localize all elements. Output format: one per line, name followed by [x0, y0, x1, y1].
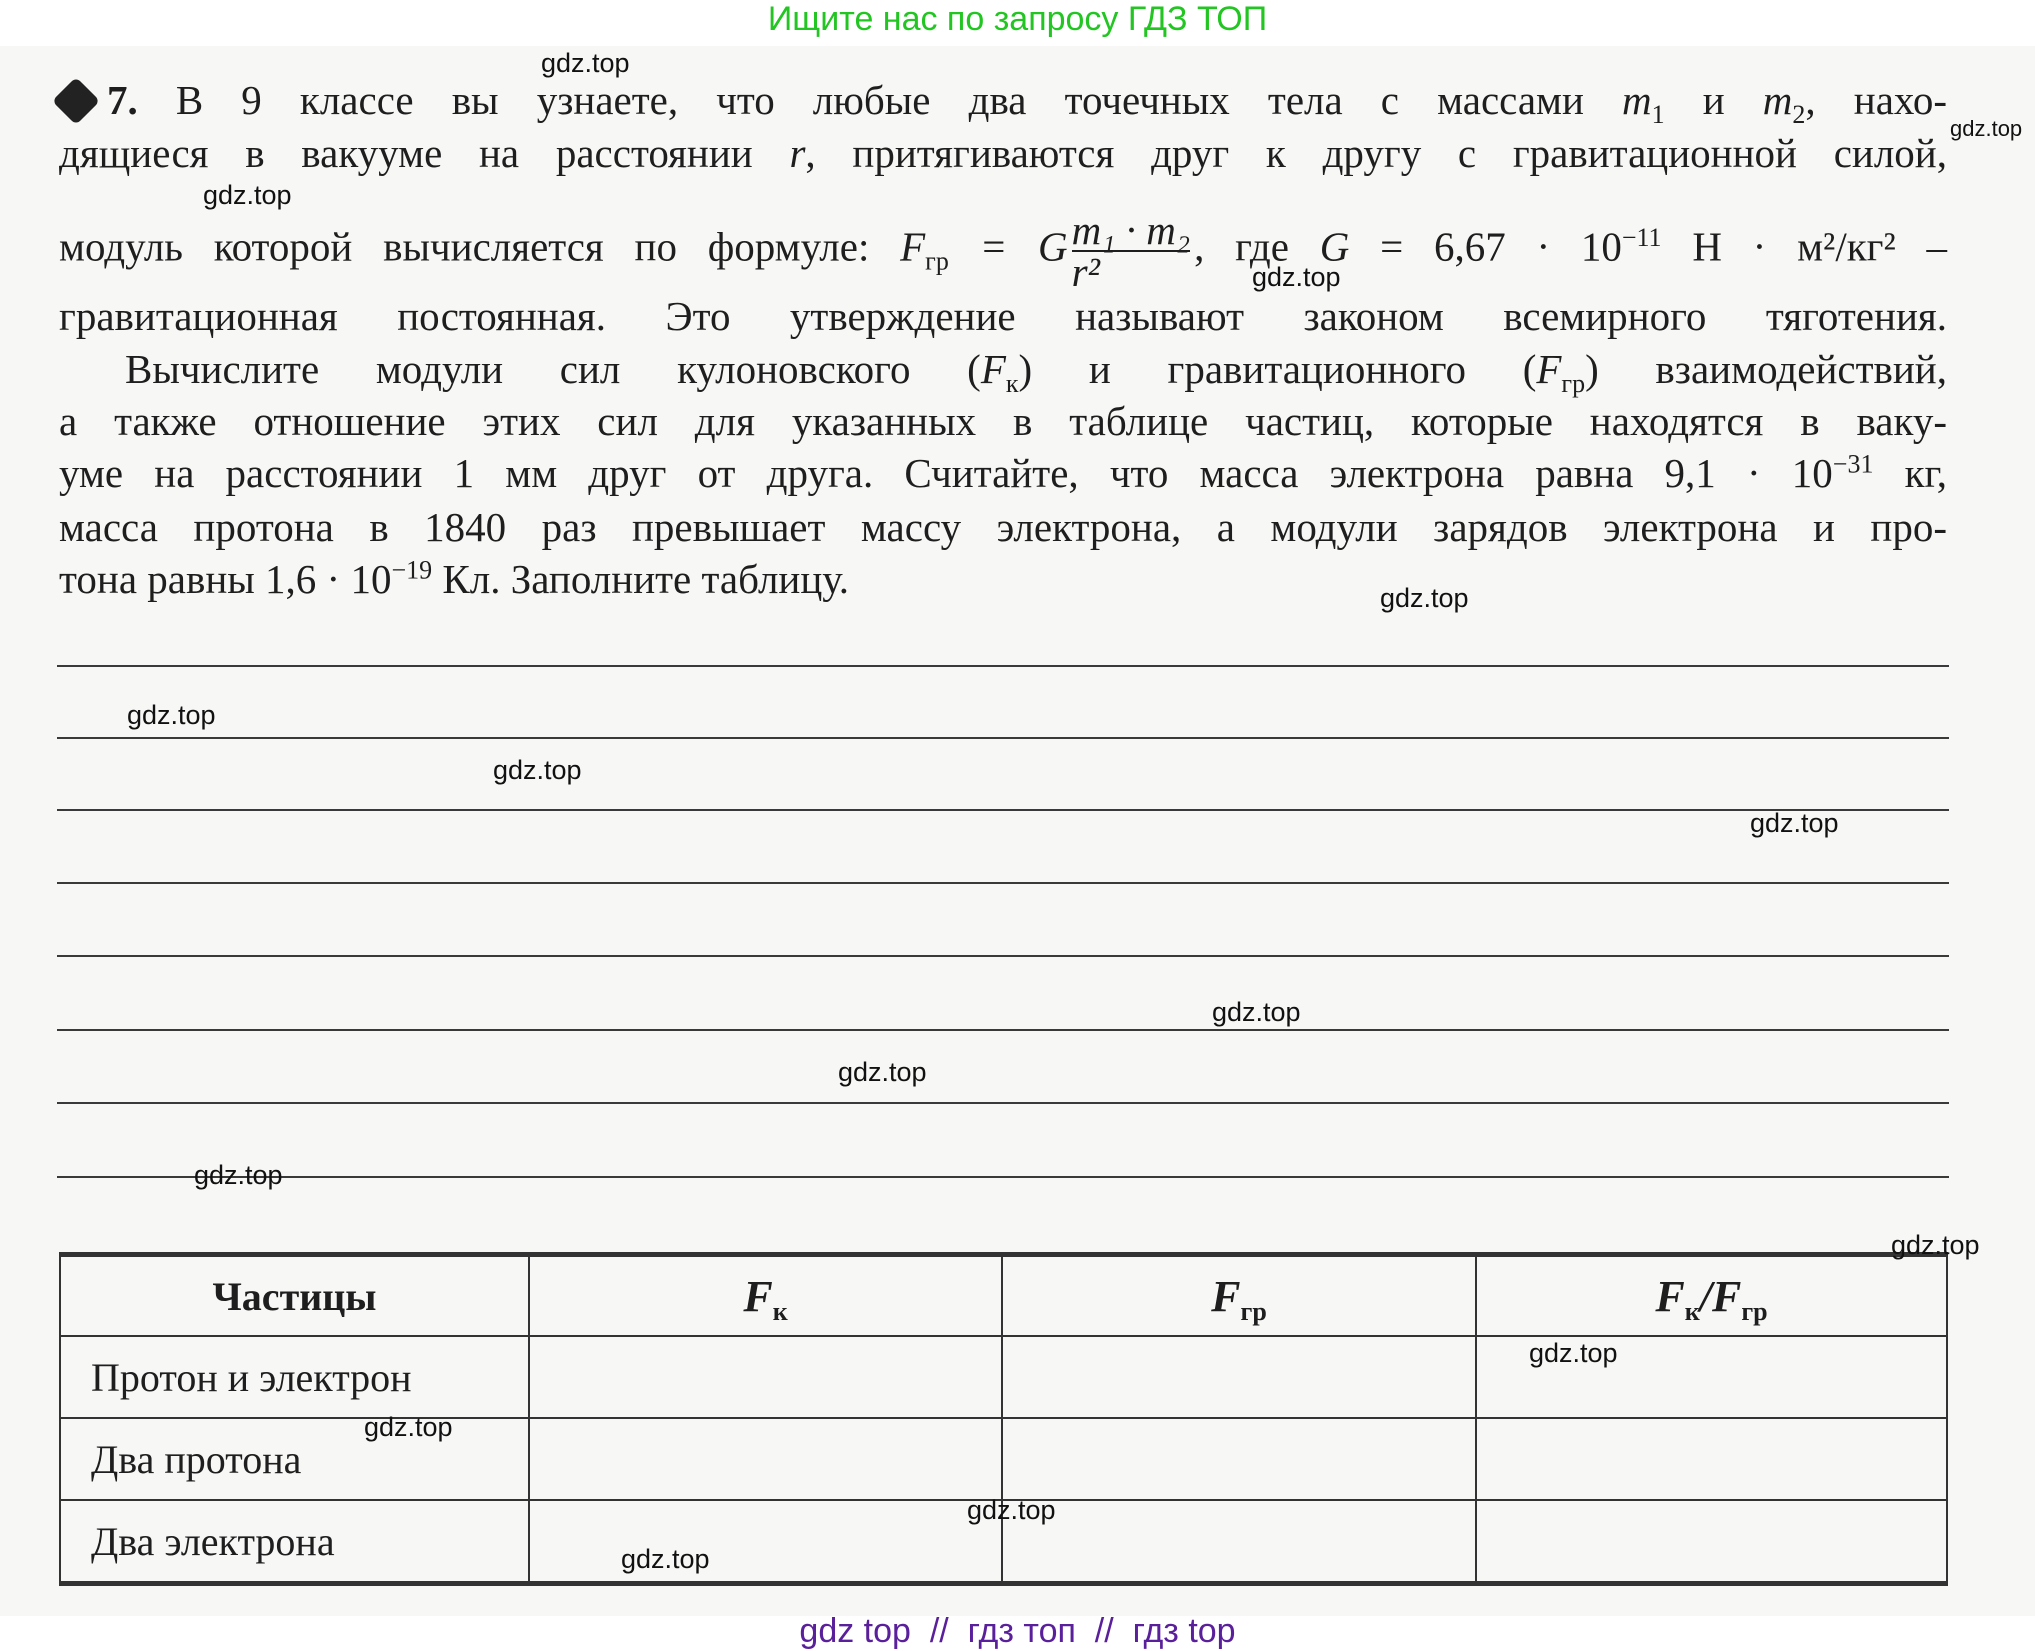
- task-line-5: Вычислите модули сил кулоновского $(F_к)$ и гравитационного $(F_{гр})$ взаимодействий,: [125, 346, 1947, 399]
- header-particles: Частицы: [60, 1255, 529, 1337]
- fk-cell[interactable]: [529, 1336, 1002, 1418]
- fgr-cell[interactable]: [1002, 1418, 1476, 1500]
- answer-line[interactable]: [57, 1176, 1949, 1178]
- answer-line[interactable]: [57, 737, 1949, 739]
- watermark: gdz.top: [541, 48, 630, 78]
- table-row: [60, 1418, 1947, 1500]
- watermark: gdz.top: [194, 1160, 283, 1190]
- watermark: gdz.top: [621, 1544, 710, 1574]
- task-line-6: а также отношение этих сил для указанных в таблице частиц, которые находятся в ваку-: [59, 398, 1947, 444]
- watermark: gdz.top: [1380, 583, 1469, 613]
- fgr-cell[interactable]: [1002, 1336, 1476, 1418]
- row-label: Протон и электрон: [60, 1336, 529, 1418]
- task-line-7: уме на расстоянии 1 мм друг от друга. Считайте, что масса электрона равна $9,1 \cdot 10^{-31}$ кг,: [59, 449, 1947, 496]
- task-line-3: модуль которой вычисляется по формуле: $F_{гр} = G$ $\frac{\text{m₁ · m₂}}{\text{r²}}$ , где $G = 6,67 \cdot 10^{-11}$ Н · м²/кг² –: [59, 207, 1947, 295]
- header-fk: $F_к$: [529, 1255, 1002, 1337]
- search-banner: Ищите нас по запросу ГДЗ ТОП: [767, 0, 1268, 38]
- task-line-8: масса протона в 1840 раз превышает массу электрона, а модули зарядов электрона и про-: [59, 504, 1947, 550]
- ratio-cell[interactable]: [1476, 1500, 1947, 1584]
- watermark: gdz.top: [1891, 1230, 1980, 1260]
- task-marker-icon: [52, 77, 100, 125]
- answer-line[interactable]: [57, 882, 1949, 884]
- table-row: [60, 1336, 1947, 1418]
- answer-line[interactable]: [57, 1102, 1949, 1104]
- watermark: gdz.top: [1212, 997, 1301, 1027]
- task-line-1: 7. В 9 классе вы узнаете, что любые два точечных тела с массами $m_1$ и $m_2$, нахо-: [59, 75, 1947, 125]
- row-label: Два электрона: [60, 1500, 529, 1584]
- task-line-4: гравитационная постоянная. Это утверждение называют законом всемирного тяготения.: [59, 293, 1947, 339]
- header-ratio: $F_к/F_{гр}$: [1476, 1255, 1947, 1337]
- watermark: gdz.top: [493, 755, 582, 785]
- watermark: gdz.top: [127, 700, 216, 730]
- watermark: gdz.top: [1252, 262, 1341, 292]
- watermark: gdz.top: [967, 1495, 1056, 1525]
- task-line-9: тона равны $1,6 \cdot 10^{-19}$ Кл. Заполните таблицу.: [59, 555, 849, 602]
- watermark: gdz.top: [364, 1412, 453, 1442]
- task-line-2: дящиеся в вакууме на расстоянии r, притягиваются друг к другу с гравитационной силой,: [59, 130, 1947, 176]
- watermark: gdz.top: [1950, 116, 2023, 141]
- ratio-cell[interactable]: [1476, 1418, 1947, 1500]
- header-fgr: $F_{гр}$: [1002, 1255, 1476, 1337]
- formula-fraction: $\frac{\text{m₁ · m₂}}{\text{r²}}$: [1071, 207, 1191, 295]
- row-label: Два протона: [60, 1418, 529, 1500]
- answer-line[interactable]: [57, 1029, 1949, 1031]
- fk-cell[interactable]: [529, 1418, 1002, 1500]
- footer-watermark: gdz top // гдз топ // гдз top: [799, 1612, 1236, 1650]
- watermark: gdz.top: [1750, 808, 1839, 838]
- fk-cell[interactable]: [529, 1500, 1002, 1584]
- watermark: gdz.top: [1529, 1338, 1618, 1368]
- answer-line[interactable]: [57, 955, 1949, 957]
- watermark: gdz.top: [838, 1057, 927, 1087]
- answer-line[interactable]: [57, 809, 1949, 811]
- table-header-row: [60, 1255, 1947, 1337]
- watermark: gdz.top: [203, 180, 292, 210]
- fgr-cell[interactable]: [1002, 1500, 1476, 1584]
- answer-line[interactable]: [57, 665, 1949, 667]
- forces-table: [59, 1252, 1948, 1586]
